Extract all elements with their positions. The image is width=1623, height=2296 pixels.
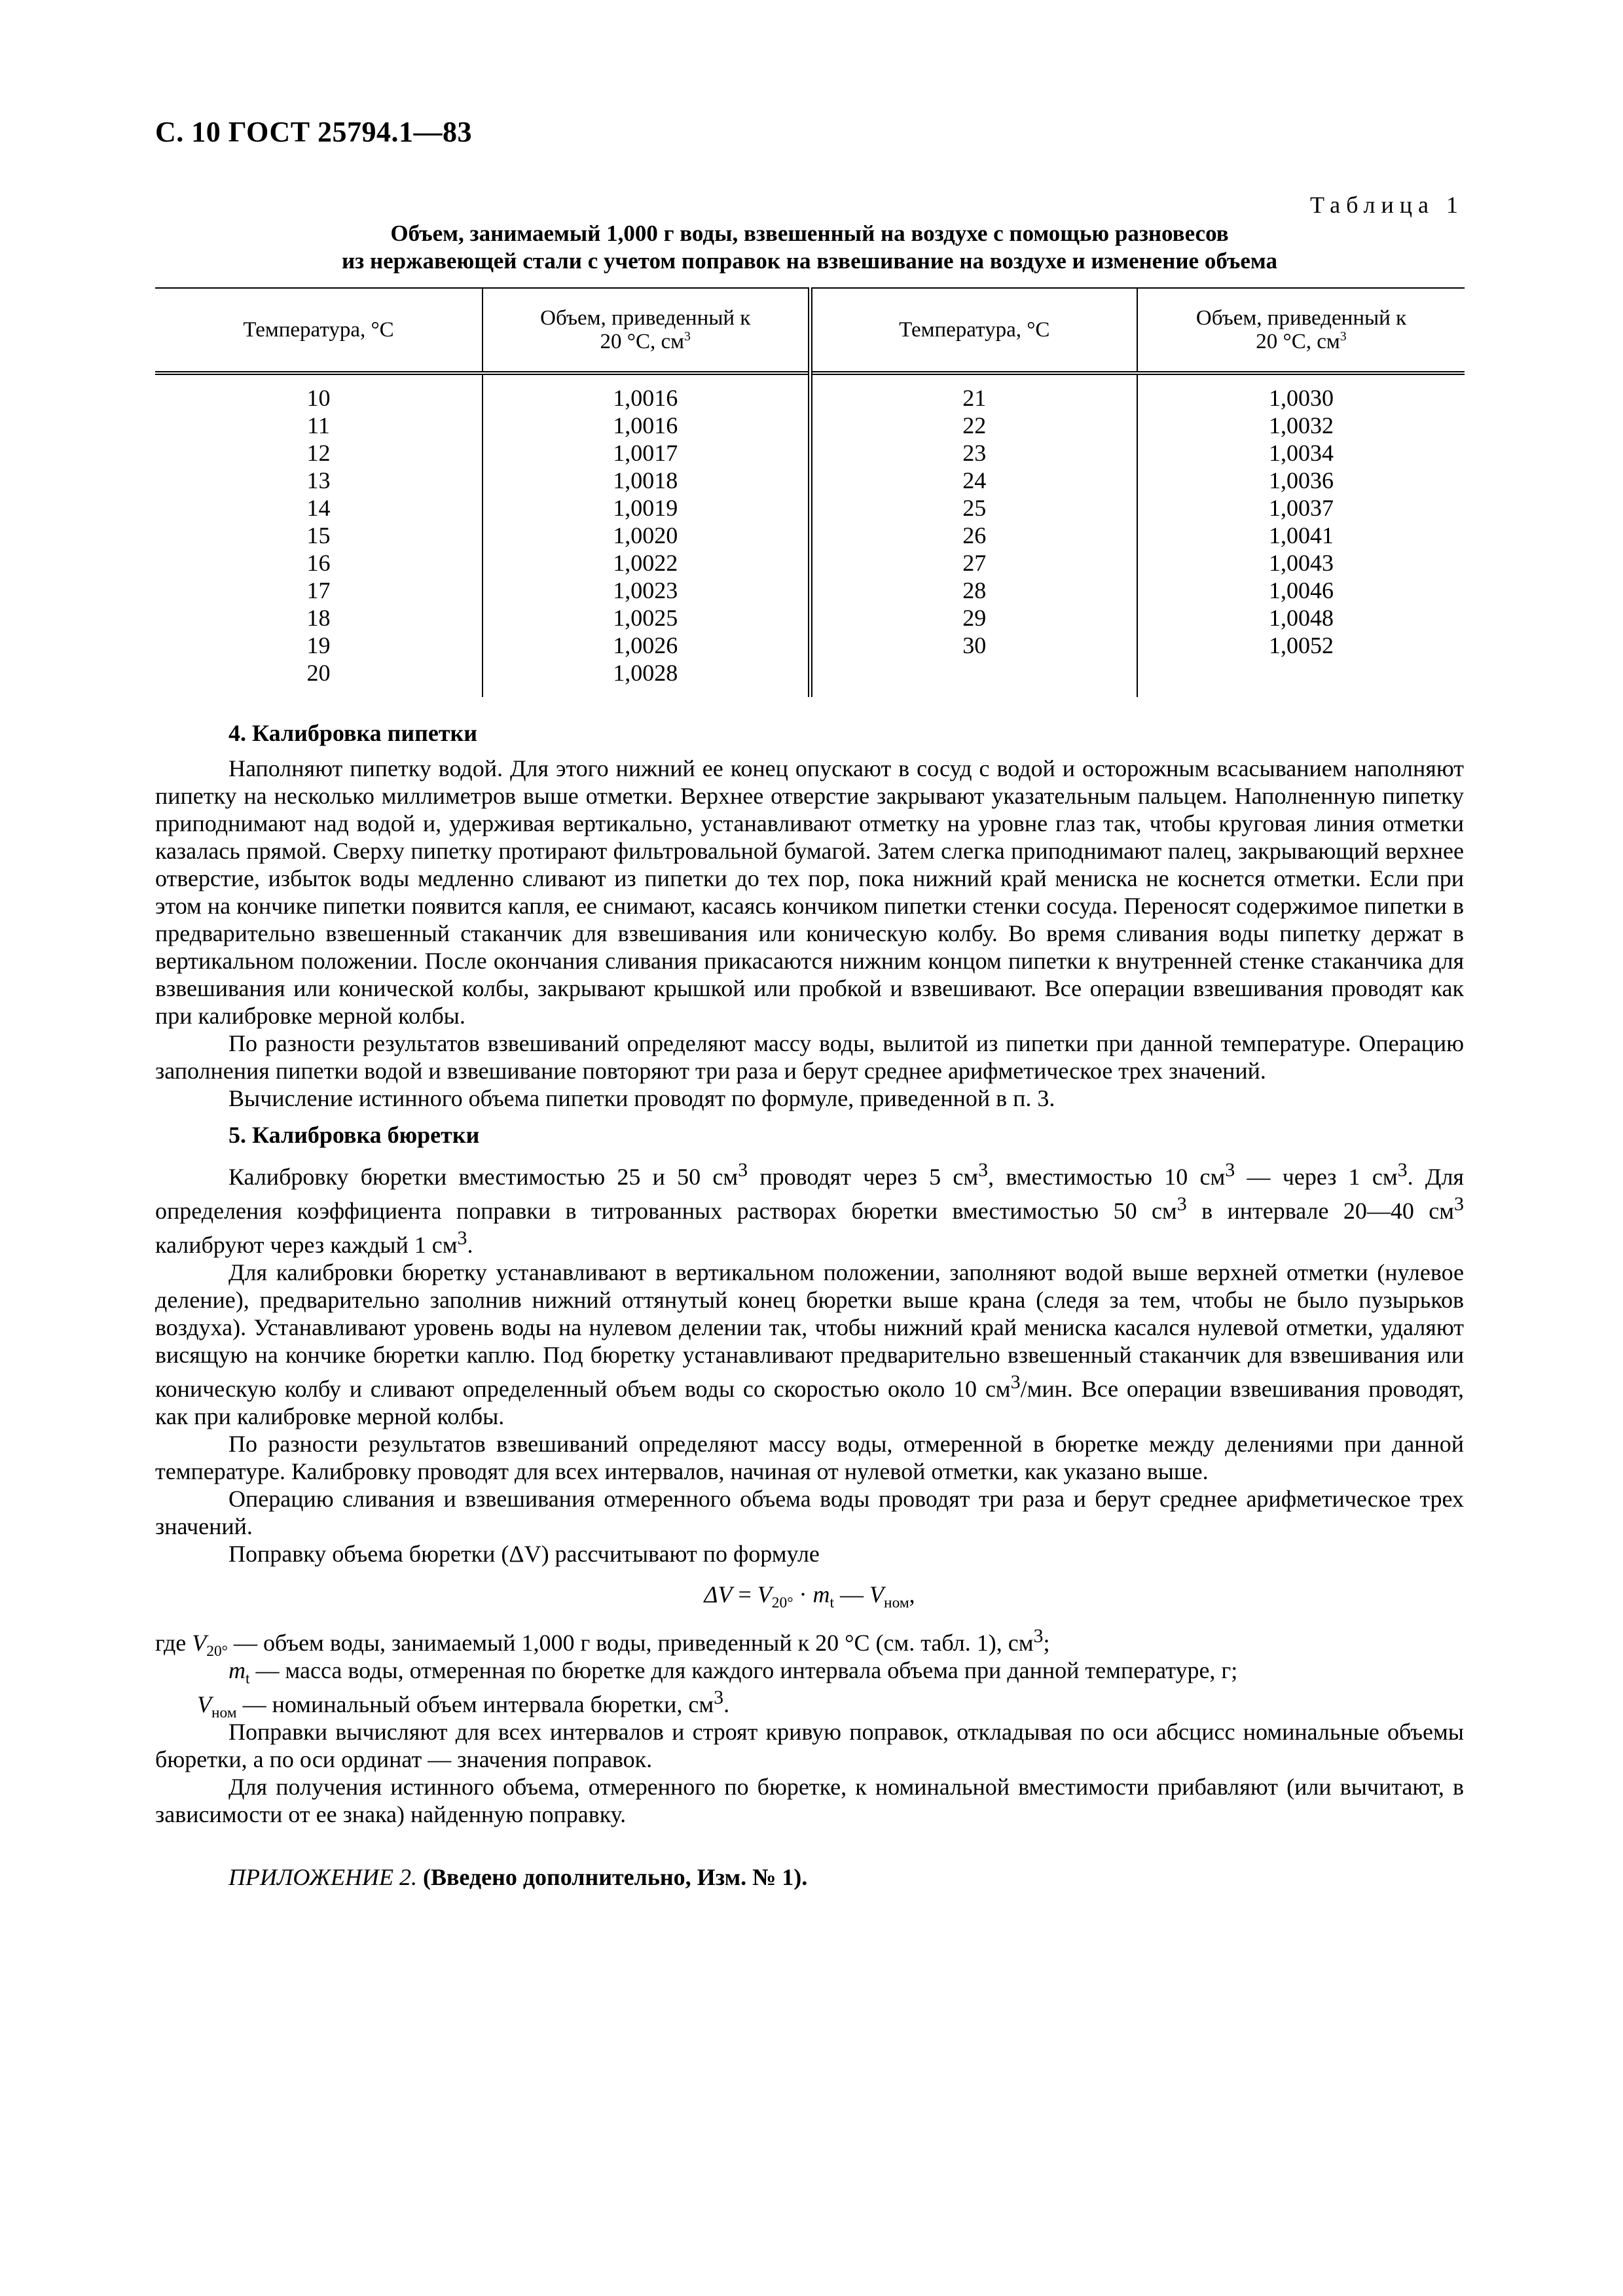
volume-cell: 1,0043 [1269,550,1334,576]
table-row [155,577,1465,604]
volume-cell: 1,0048 [1269,605,1334,631]
volume-cell: 1,0016 [483,412,810,439]
temperature-cell: 23 [810,439,1137,467]
temperature-cell: 10 [155,373,483,412]
burette-correction-formula: $\Delta V = V_{20^\circ} \cdot m_t$ — $V_{ном}$, [704,1581,915,1612]
water-volume-table [155,287,1465,697]
temperature-cell: 16 [155,549,483,577]
appendix-label: ПРИЛОЖЕНИЕ 2. [228,1864,417,1890]
appendix-amendment: (Введено дополнительно, Изм. № 1). [416,1864,808,1890]
section-4-paragraph-2: По разности результатов взвешиваний определяют массу воды, вылитой из пипетки при данной температуре. Операцию заполнения пипетки водой и взвешивание повторяют три раза и берут среднее арифметическое трех значений. [155,1030,1464,1084]
document-body [155,710,1464,1891]
volume-cell: 1,0025 [483,604,810,632]
header-volume-2: Объем, приведенный к 20 °С, $см^3$ [1137,288,1465,373]
temperature-cell: 18 [155,604,483,632]
table-label: Таблица 1 [1310,192,1464,218]
temperature-cell: 19 [155,632,483,659]
table-header-row [155,288,1465,373]
table-row [155,632,1465,659]
volume-cell: 1,0036 [1269,467,1334,493]
table-row [155,549,1465,577]
volume-cell: 1,0046 [1269,577,1334,603]
temperature-cell: 17 [155,577,483,604]
header-temperature-1: Температура, °С [155,288,483,373]
temperature-cell: 30 [810,632,1137,659]
section-5-heading: 5. Калибровка бюретки [228,1122,480,1148]
temperature-cell: 12 [155,439,483,467]
section-4-paragraph-1: Наполняют пипетку водой. Для этого нижний ее конец опускают в сосуд с водой и осторожным всасыванием наполняют пипетку на несколько миллиметров выше отметки. Верхнее отверстие закрывают указательным пальцем. Наполненную пипетку приподнимают над водой и, удерживая вертикально, устанавливают отметку на уровне глаз так, чтобы круговая линия отметки казалась прямой. Сверху пипетку протирают фильтровальной бумагой. Затем слегка приподнимают палец, закрывающий верхнее отверстие, избыток воды медленно сливают из пипетки до тех пор, пока нижний край мениска не коснется отметки. Если при этом на кончике пипетки появится капля, ее снимают, касаясь кончиком пипетки стенки сосуда. Переносят содержимое пипетки в предварительно взвешенный стаканчик для взвешивания или коническую колбу. Во время сливания воды пипетку держат в вертикальном положении. После окончания сливания прикасаются нижним концом пипетки к внутренней стенке стаканчика для взвешивания или конической колбы, закрывают крышкой или пробкой и взвешивают. Все операции взвешивания проводят как при калибровке мерной колбы. [155,755,1464,1029]
temperature-cell: 28 [810,577,1137,604]
definition-vnom: $V_{ном}$ — номинальный объем интервала бюретки, $см^3$. [197,1687,730,1722]
volume-cell [1137,659,1465,697]
temperature-cell: 22 [810,412,1137,439]
volume-cell: 1,0020 [483,522,810,549]
section-5-paragraph-2: Для калибровки бюретку устанавливают в вертикальном положении, заполняют водой выше верхней отметки (нулевое деление), предварительно заполнив нижний оттянутый конец бюретки выше крана (следя за тем, чтобы не было пузырьков воздуха). Устанавливают уровень воды на нулевом делении так, чтобы нижний край мениска касался нулевой отметки, удаляют висящую на кончике бюретки каплю. Под бюретку устанавливают предварительно взвешенный стаканчик для взвешивания или коническую колбу и сливают определенный объем воды со скоростью около 10 $см^3$/мин. Все операции взвешивания проводят, как при калибровке мерной колбы. [155,1259,1465,1429]
volume-cell: 1,0022 [483,549,810,577]
header-temperature-2: Температура, °С [810,288,1137,373]
table-row [155,373,1465,412]
temperature-cell: 25 [810,494,1137,522]
temperature-cell: 15 [155,522,483,549]
volume-cell: 1,0018 [483,467,810,494]
temperature-cell: 29 [810,604,1137,632]
section-5-paragraph-7: Для получения истинного объема, отмеренного по бюретке, к номинальной вместимости прибавляют (или вычитают, в зависимости от ее знака) найденную поправку. [155,1774,1464,1827]
temperature-cell: 27 [810,549,1137,577]
temperature-cell: 21 [810,373,1137,412]
table-title-line-2: из нержавеющей стали с учетом поправок на взвешивание на воздухе и изменение объема [341,248,1277,274]
table-row [155,439,1465,467]
table-title [155,220,1464,275]
definition-mt: $m_t$ — масса воды, отмеренная по бюретке для каждого интервала объема при данной температуре, г; [228,1657,1238,1688]
table-row [155,467,1465,494]
temperature-cell: 26 [810,522,1137,549]
section-4-paragraph-3: Вычисление истинного объема пипетки проводят по формуле, приведенной в п. 3. [228,1085,1055,1111]
temperature-cell: 20 [155,659,483,697]
table-row [155,522,1465,549]
temperature-cell: 14 [155,494,483,522]
volume-cell: 1,0037 [1269,495,1334,521]
temperature-cell: 13 [155,467,483,494]
temperature-cell: 11 [155,412,483,439]
section-5-paragraph-4: Операцию сливания и взвешивания отмеренного объема воды проводят три раза и берут среднее арифметическое трех значений. [155,1486,1464,1539]
volume-cell: 1,0023 [483,577,810,604]
section-5-paragraph-3: По разности результатов взвешиваний определяют массу воды, отмеренной в бюретке между делениями при данной температуре. Калибровку проводят для всех интервалов, начиная от нулевой отметки, как указано выше. [155,1431,1464,1484]
header-volume-1: Объем, приведенный к 20 °С, $см^3$ [483,288,810,373]
temperature-cell [810,659,1137,697]
section-5-paragraph-1: Калибровку бюретки вместимостью 25 и 50 $см^3$ проводят через 5 $см^3$, вместимостью 10 $см^3$ — через 1 $см^3$. Для определения коэффициента поправки в титрованных растворах бюретки вместимостью 50 $см^3$ в интервале 20—40 $см^3$ калибруют через каждый 1 $см^3$. [155,1159,1464,1258]
volume-cell: 1,0032 [1269,412,1334,439]
table-row [155,494,1465,522]
section-4-heading: 4. Калибровка пипетки [228,720,478,746]
volume-cell: 1,0026 [483,632,810,659]
volume-cell: 1,0019 [483,494,810,522]
table-body [155,373,1465,697]
volume-cell: 1,0016 [483,373,810,412]
table-row [155,412,1465,439]
temperature-cell: 24 [810,467,1137,494]
appendix-note [228,1863,1464,1891]
volume-cell: 1,0034 [1269,440,1334,466]
section-5-paragraph-5: Поправку объема бюретки (ΔV) рассчитывают по формуле [228,1541,820,1567]
volume-cell: 1,0017 [483,439,810,467]
table-row [155,659,1465,697]
formula-definitions [155,1623,1464,1722]
page-header: С. 10 ГОСТ 25794.1—83 [155,116,473,148]
section-5-paragraph-6: Поправки вычисляют для всех интервалов и строят кривую поправок, откладывая по оси абсцисс номинальные объемы бюретки, а по оси ординат — значения поправок. [155,1719,1464,1772]
table-title-line-1: Объем, занимаемый 1,000 г воды, взвешенный на воздухе с помощью разновесов [390,221,1229,246]
volume-cell: 1,0052 [1269,632,1334,658]
volume-cell: 1,0041 [1269,522,1334,548]
table-row [155,604,1465,632]
volume-cell: 1,0028 [483,659,810,697]
volume-cell: 1,0030 [1269,385,1334,411]
definition-v20: где $V_{20^\circ}$ — объем воды, занимаемый 1,000 г воды, приведенный к 20 °С (см. табл. 1), $см^3$; [155,1625,1050,1660]
